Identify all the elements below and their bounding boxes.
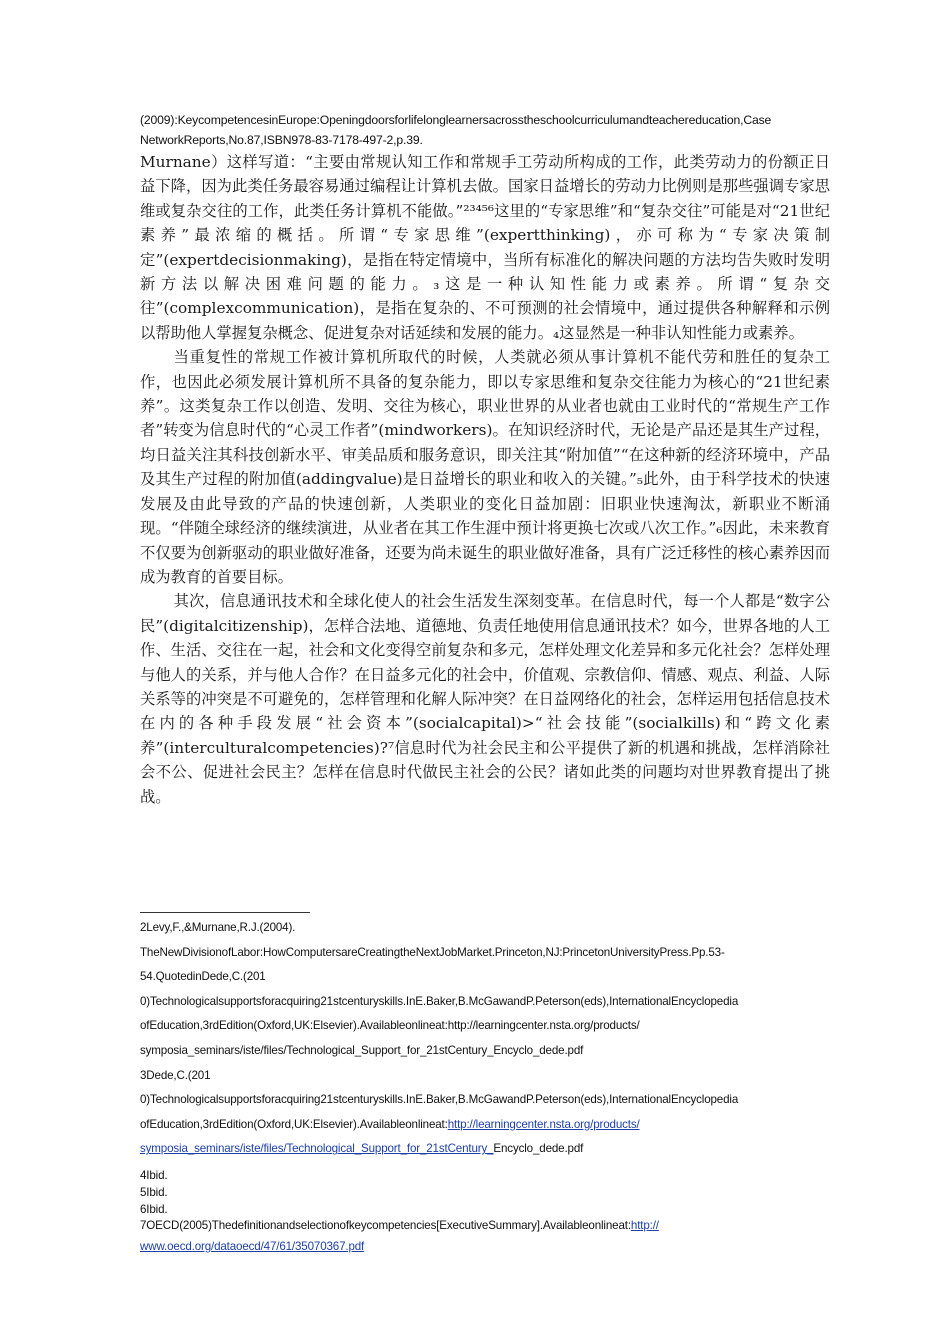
paragraph-3: 其次，信息通讯技术和全球化使人的社会生活发生深刻变革。在信息时代，每一个人都是“数字公民”(digitalcitizenship)，怎样合法地、道德地、负责任地使用信息通讯技术？如今，世界各地的人工作、生活、交往在一起，社会和文化变得空前复杂和多元，怎样处理文化差异和多元化社会？怎样处理与他人的关系，并与他人合作？在日益多元化的社会中，价值观、宗教信仰、情感、观点、利益、人际关系等的冲突是不可避免的，怎样管理和化解人际冲突？在日益网络化的社会，怎样运用包括信息技术在内的各种手段发展“社会资本”(socialcapital)>“社会技能”(socialkills)和“跨文化素养”(interculturalcompetencies)?⁷信息时代为社会民主和公平提供了新的机遇和挑战，怎样消除社会不公、促进社会民主？怎样在信息时代做民主社会的公民？诸如此类的问题均对世界教育提出了挑战。 [140,592,830,806]
footnote-7-line [140,1218,830,1235]
footnote-3-link[interactable]: symposia_seminars/iste/files/Technological_Support_for_21stCentury_ [140,1142,494,1156]
footnote-2-line: symposia_seminars/iste/files/Technological_Support_for_21stCentury_Encyclo_dede.pdf [140,1043,584,1057]
footnote-3-line: 0)Technologicalsupportsforacquiring21stcenturyskills.InE.Baker,B.McGawandP.Peterson(eds),InternationalEncyclopedia [140,1093,739,1107]
footnote-3-text: Encyclo_dede.pdf [493,1142,584,1156]
footnote-3-text: ofEducation,3rdEdition(Oxford,UK:Elsevier).Availableonlineat: [140,1117,448,1131]
footnote-2-line: TheNewDivisionofLabor:HowComputersareCreatingtheNextJobMarket.Princeton,NJ:PrincetonUniversityPress.Pp.53- [140,945,725,959]
footnote-2-line: ofEducation,3rdEdition(Oxford,UK:Elsevier).Availableonlineat:http://learningcenter.nsta.org/products/ [140,1019,640,1033]
paragraph-2: 当重复性的常规工作被计算机所取代的时候，人类就必须从事计算机不能代劳和胜任的复杂工作，也因此必须发展计算机所不具备的复杂能力，即以专家思维和复杂交往能力为核心的“21世纪素养”。这类复杂工作以创造、发明、交往为核心，职业世界的从业者也就由工业时代的“常规生产工作者”转变为信息时代的“心灵工作者”(mindworkers)。在知识经济时代，无论是产品还是其生产过程，均日益关注其科技创新水平、审美品质和服务意识，即关注其“附加值”“在这种新的经济环境中，产品及其生产过程的附加值(addingvalue)是日益增长的职业和收入的关键。”₅此外，由于科学技术的快速发展及由此导致的产品的快速创新，人类职业的变化日益加剧：旧职业快速淘汰，新职业不断涌现。“伴随全球经济的继续演进，从业者在其工作生涯中预计将更换七次或八次工作。”₆因此，未来教育不仅要为创新驱动的职业做好准备，还要为尚未诞生的职业做好准备，具有广泛迁移性的核心素养因而成为教育的首要目标。 [140,348,830,586]
footnote-7-link[interactable]: http:// [630,1219,659,1233]
footnote-3-line [140,1113,830,1138]
continued-footnote-line: NetworkReports,No.87,ISBN978-83-7178-497-2,p.39. [140,133,423,147]
body-text [140,150,830,809]
footnote-3-line: 3Dede,C.(201 [140,1068,211,1082]
footnote-separator [140,912,310,913]
footnote-3-line [140,1137,830,1162]
footnote-2-line: 0)Technologicalsupportsforacquiring21stcenturyskills.InE.Baker,B.McGawandP.Peterson(eds),InternationalEncyclopedia [140,994,739,1008]
footnote-7-line [140,1239,830,1256]
footnote-3-link[interactable]: http://learningcenter.nsta.org/products/ [447,1117,640,1131]
footnotes [140,916,830,1256]
footnote-4: 4Ibid. [140,1168,168,1182]
continued-footnote-line: (2009):KeycompetencesinEurope:Openingdoorsforlifelonglearnersacrosstheschoolcurriculumandteachereducation,Case [140,113,772,127]
paragraph-1: Murnane）这样写道：“主要由常规认知工作和常规手工劳动所构成的工作，此类劳动力的份额正日益下降，因为此类任务最容易通过编程让计算机去做。国家日益增长的劳动力比例则是那些强调专家思维或复杂交往的工作，此类任务计算机不能做。”²³⁴⁵⁶这里的“专家思维”和“复杂交往”可能是对“21世纪素养”最浓缩的概括。所谓“专家思维”(expertthinking)，亦可称为“专家决策制定”(expertdecisionmaking)，是指在特定情境中，当所有标准化的解决问题的方法均告失败时发明新方法以解决困难问题的能力。₃这是一种认知性能力或素养。所谓“复杂交往”(complexcommunication)，是指在复杂的、不可预测的社会情境中，通过提供各种解释和示例以帮助他人掌握复杂概念、促进复杂对话延续和发展的能力。₄这显然是一种非认知性能力或素养。 [140,153,830,342]
footnote-2-line: 2Levy,F.,&Murnane,R.J.(2004). [140,921,296,934]
footnote-7-link[interactable]: www.oecd.org/dataoecd/47/61/35070367.pdf [140,1240,365,1254]
footnote-7-text: 7OECD(2005)Thedefinitionandselectionofkeycompetencies[ExecutiveSummary].Availableonlineat: [140,1219,631,1233]
continued-footnote [140,110,830,150]
footnote-6: 6Ibid. [140,1202,168,1216]
footnote-2-line: 54.QuotedinDede,C.(201 [140,970,266,984]
footnote-5: 5Ibid. [140,1185,168,1199]
